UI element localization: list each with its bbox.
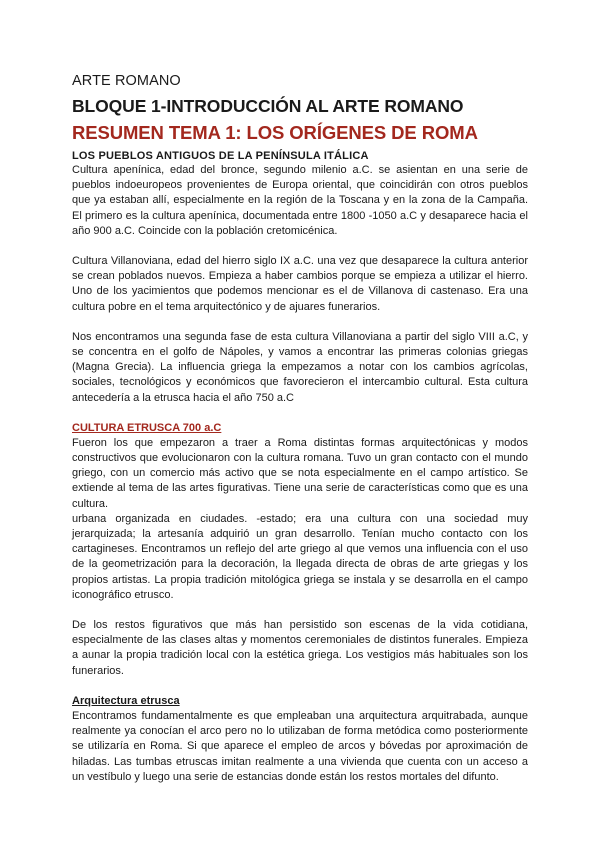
paragraph-restos-figurativos: De los restos figurativos que más han persistido son escenas de la vida cotidiana, especialmente de las clases altas y momentos ceremoniales de distintos funerales. Empieza a aunar la propia tradición local con la estética griega. Los vestigios más habituales son los funerarios. — [72, 619, 528, 677]
document-page — [72, 72, 528, 785]
section-heading-arquitectura: Arquitectura etrusca — [72, 694, 180, 707]
paragraph-etrusca-urbana: urbana organizada en ciudades. -estado; era una cultura con una sociedad muy jerarquizada; la artesanía adquirió un gran desarrollo. Tenían mucho contacto con los cartagineses. Encontramos un reflejo del arte griego al que vemos una influencia con el uso de la geometrización para la decoración, la llegada directa de obras de arte griegas y los propios artistas. La propia tradición mitológica griega se instala y se desarrolla en el campo iconográfico etrusco. — [72, 512, 528, 601]
course-label: ARTE ROMANO — [72, 73, 181, 89]
paragraph-villanoviana: Cultura Villanoviana, edad del hierro siglo IX a.C. una vez que desaparece la cultura anterior se crean poblados nuevos. Empieza a haber cambios porque se empieza a utilizar el hierro. Uno de los yacimientos que podemos mencionar es el de Villanova di castenaso. Era una cultura pobre en el tema arquitectónico y de ajuares funerarios. — [72, 255, 528, 313]
spacer — [72, 239, 528, 254]
spacer — [72, 315, 528, 330]
paragraph-arquitectura: Encontramos fundamentalmente es que empleaban una arquitectura arquitrabada, aunque realmente ya conocían el arco pero no lo utilizaban de forma metódica como posteriormente se utilizaría en Roma. Si que aparece el empleo de arcos y bóvedas por aproximación de hiladas. Las tumbas etruscas imitan realmente a una vivienda que cuenta con un acceso a un vestíbulo y luego una serie de estancias donde están los restos mortales del difunto. — [72, 709, 528, 783]
spacer — [72, 406, 528, 421]
block-title: BLOQUE 1-INTRODUCCIÓN AL ARTE ROMANO — [72, 96, 464, 116]
paragraph-etrusca-intro: Fueron los que empezaron a traer a Roma distintas formas arquitectónicas y modos constructivos que evolucionaron con la cultura romana. Tuvo un gran contacto con el mundo griego, con un comercio más activo que se nota especialmente en el campo artístico. Se extiende al tema de las artes figurativas. Tiene una serie de características como que es una cultura. — [72, 436, 528, 510]
topic-title: RESUMEN TEMA 1: LOS ORÍGENES DE ROMA — [72, 122, 478, 143]
spacer — [72, 679, 528, 694]
paragraph-segunda-fase: Nos encontramos una segunda fase de esta cultura Villanoviana a partir del siglo VIII a.C, y se concentra en el golfo de Nápoles, y vamos a encontrar las primeras colonias griegas (Magna Grecia). La influencia griega la empezamos a notar con los cambios agrícolas, sociales, tecnológicos y económicos que favorecieron el intercambio cultural. Esta cultura antecedería a la etrusca hacia el año 750 a.C — [72, 330, 528, 404]
spacer — [72, 603, 528, 618]
section-heading-pueblos: LOS PUEBLOS ANTIGUOS DE LA PENÍNSULA ITÁLICA — [72, 150, 369, 162]
section-heading-etrusca: CULTURA ETRUSCA 700 a.C — [72, 421, 222, 434]
paragraph-apeninica: Cultura apenínica, edad del bronce, segundo milenio a.C. se asientan en una serie de pueblos indoeuropeos provenientes de Europa oriental, que coincidirán con otros pueblos que ya estaban allí, especialmente en la región de la Toscana y en la zona de la Campaña. El primero es la cultura apenínica, documentada entre 1800 -1050 a.C y desaparece hacia el año 900 a.C. Coincide con la población cretomicénica. — [72, 164, 528, 237]
